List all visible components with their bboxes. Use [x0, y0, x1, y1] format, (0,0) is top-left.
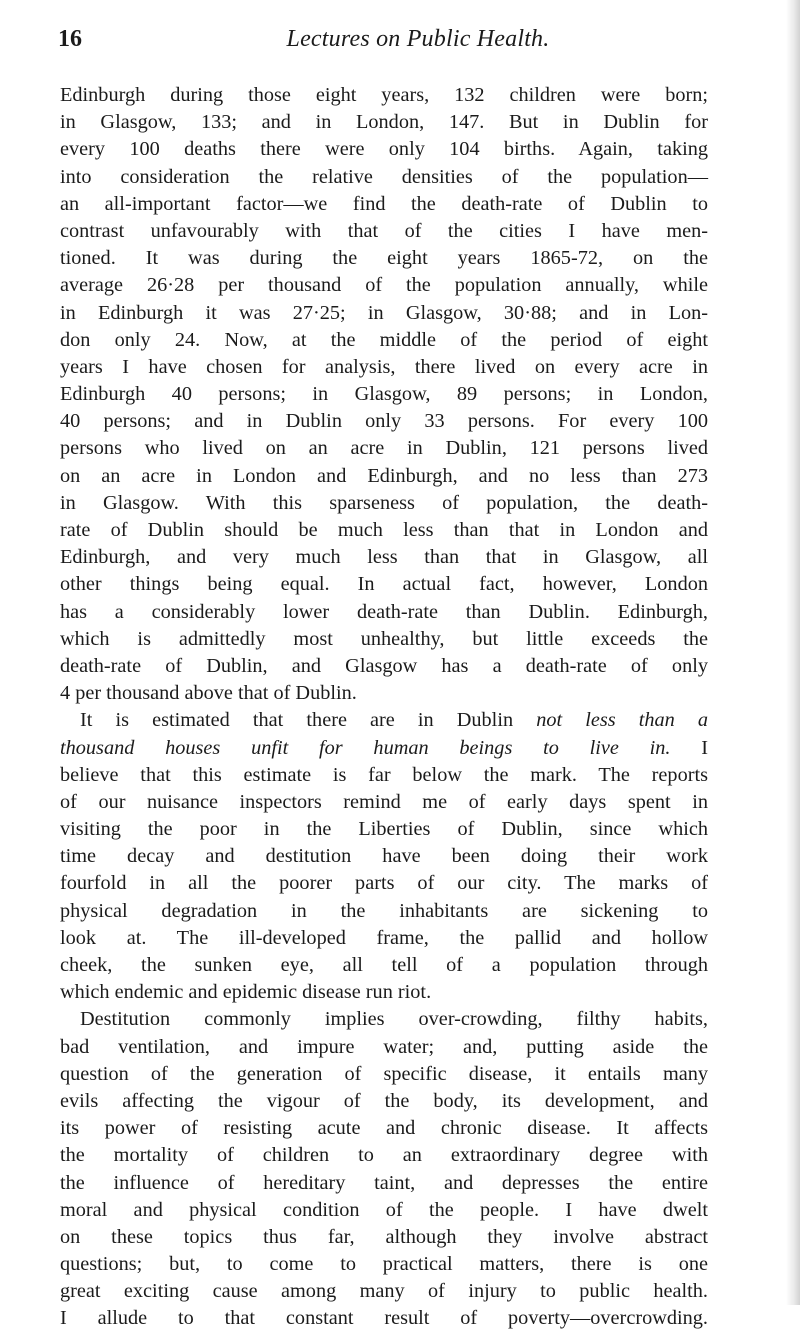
paragraph-end-line: which endemic and epidemic disease run riot. [60, 981, 432, 1004]
text-line: Edinburgh, and very much less than that in Glasgow, all [60, 546, 708, 569]
page-number: 16 [58, 26, 82, 52]
paragraph-start-line [60, 707, 708, 734]
text-line: Edinburgh during those eight years, 132 children were born; [60, 84, 708, 106]
text-line: bad ventilation, and impure water; and, putting aside the [60, 1035, 708, 1058]
text-line: every 100 deaths there were only 104 births. Again, taking [60, 138, 708, 161]
text-line: in Glasgow. With this sparseness of population, the death- [60, 491, 708, 514]
text-line: fourfold in all the poorer parts of our city. The marks of [60, 872, 708, 895]
page-header [58, 22, 778, 56]
paragraph-start-line: Destitution commonly implies over-crowding, filthy habits, [80, 1008, 708, 1031]
text-line: into consideration the relative densities of the population— [60, 165, 708, 188]
page-edge-shadow [786, 0, 800, 1305]
text-line: of our nuisance inspectors remind me of early days spent in [60, 790, 708, 813]
text-line: question of the generation of specific disease, it entails many [60, 1062, 708, 1085]
text-line: don only 24. Now, at the middle of the period of eight [60, 328, 708, 351]
text-line: on an acre in London and Edinburgh, and no less than 273 [60, 464, 708, 487]
paragraph-end-line: 4 per thousand above that of Dublin. [60, 682, 357, 705]
text-line: average 26·28 per thousand of the population annually, while [60, 274, 708, 297]
text-line: which is admittedly most unhealthy, but little exceeds the [60, 627, 708, 650]
text-line: years I have chosen for analysis, there lived on every acre in [60, 355, 708, 378]
italic-line: thousand houses unfit for human beings to live in. I [60, 736, 708, 759]
text-line: believe that this estimate is far below the mark. The reports [60, 763, 708, 786]
text-line: in Edinburgh it was 27·25; in Glasgow, 30·88; and in Lon- [60, 301, 708, 324]
text-line: rate of Dublin should be much less than that in London and [60, 519, 708, 541]
text-line: its power of resisting acute and chronic disease. It affects [60, 1117, 708, 1140]
text-line: I allude to that constant result of poverty—overcrowding. [60, 1307, 708, 1330]
text-line: in Glasgow, 133; and in London, 147. But in Dublin for [60, 111, 708, 134]
text-line: on these topics thus far, although they involve abstract [60, 1225, 708, 1248]
text-line: visiting the poor in the Liberties of Dublin, since which [60, 818, 708, 841]
text-line: Edinburgh 40 persons; in Glasgow, 89 persons; in London, [60, 383, 708, 406]
text-line: the mortality of children to an extraordinary degree with [60, 1144, 708, 1167]
text-line: tioned. It was during the eight years 1865-72, on the [60, 247, 708, 270]
italic-phrase: thousand houses unfit for human beings to live in. [60, 736, 671, 759]
text-line: contrast unfavourably with that of the cities I have men- [60, 219, 708, 242]
text-line: look at. The ill-developed frame, the pallid and hollow [60, 926, 708, 949]
text-run: It is estimated that there are in Dublin [80, 709, 537, 732]
text-line: 40 persons; and in Dublin only 33 persons. For every 100 [60, 410, 708, 433]
text-line: physical degradation in the inhabitants are sickening to [60, 899, 708, 922]
text-line: has a considerably lower death-rate than Dublin. Edinburgh, [60, 600, 708, 623]
text-line: moral and physical condition of the people. I have dwelt [60, 1198, 708, 1221]
text-line: the influence of hereditary taint, and depresses the entire [60, 1171, 708, 1194]
text-line: an all-important factor—we find the death-rate of Dublin to [60, 192, 708, 215]
text-line: death-rate of Dublin, and Glasgow has a death-rate of only [60, 654, 708, 677]
text-line: evils affecting the vigour of the body, its development, and [60, 1089, 708, 1112]
italic-phrase: not less than a [536, 709, 708, 732]
text-line: cheek, the sunken eye, all tell of a population through [60, 954, 708, 976]
text-line: persons who lived on an acre in Dublin, 121 persons lived [60, 437, 708, 460]
body-text [60, 82, 708, 1333]
text-line: other things being equal. In actual fact, however, London [60, 573, 708, 596]
text-line: great exciting cause among many of injury to public health. [60, 1280, 708, 1303]
text-line: time decay and destitution have been doing their work [60, 845, 708, 868]
text-line: questions; but, to come to practical matters, there is one [60, 1253, 708, 1276]
running-title: Lectures on Public Health. [286, 26, 550, 52]
